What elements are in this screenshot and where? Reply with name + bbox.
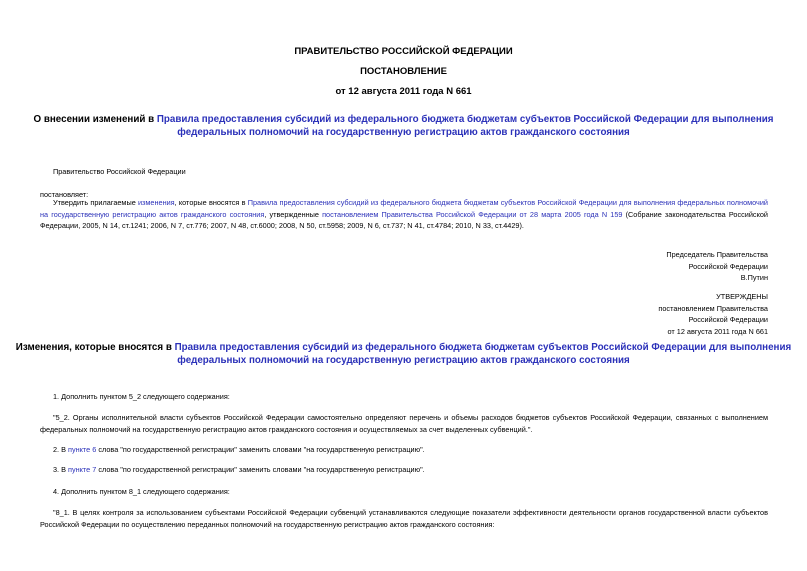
approved-line-1: УТВЕРЖДЕНЫ — [716, 292, 768, 301]
signature-line-2: Российской Федерации — [688, 261, 768, 271]
preamble-text-b: , которые вносятся в — [174, 198, 248, 207]
signature-line-1: Председатель Правительства — [666, 250, 768, 259]
point-6-link[interactable]: пункте 6 — [68, 445, 97, 454]
item-2-text-a: 2. В — [53, 445, 69, 454]
preamble-text-d: (Собрание законодательства Российской Федерации, 2005, N 14, ст.1241; 2006, N 7, ст.776; 2007, N 48, ст.6000; 2008, N 50, ст.5958; 2009, N 6, ст.737; N 41, ст.4784; 2010, N 33, ст.4429). — [40, 209, 768, 230]
rules-link-inline[interactable]: Правила предоставления субсидий из федерального бюджета бюджетам субъектов Российской Федерации для выполнения федеральных полномочий на государственную регистрацию актов гражданского состояния — [40, 198, 768, 219]
item-3-text-a: 3. В — [53, 465, 69, 474]
changes-title-prefix: Изменения, которые вносятся в — [15, 342, 175, 353]
resolution-159-link[interactable]: постановлением Правительства Российской Федерации от 28 марта 2005 года N 159 — [322, 209, 623, 219]
item-4: 4. Дополнить пунктом 8_1 следующего содержания: — [53, 487, 230, 496]
changes-rules-link[interactable]: Правила предоставления субсидий из федерального бюджета бюджетам субъектов Российской Федерации для выполнения федеральных полномочий на государственную регистрацию актов гражданского состояния — [174, 342, 792, 366]
approved-line-3: Российской Федерации — [688, 315, 768, 324]
item-2-text-b: слова "по государственной регистрации" заменить словами "на государственную регистрацию". — [96, 445, 425, 454]
signature-block — [666, 249, 768, 284]
item-1: 1. Дополнить пунктом 5_2 следующего содержания: — [53, 392, 230, 401]
item-3 — [53, 464, 425, 476]
approved-block — [658, 291, 768, 337]
government-heading: ПРАВИТЕЛЬСТВО РОССИЙСКОЙ ФЕДЕРАЦИИ — [294, 46, 513, 57]
document-date-number: от 12 августа 2011 года N 661 — [335, 86, 472, 97]
document-type: ПОСТАНОВЛЕНИЕ — [360, 66, 447, 77]
preamble-paragraph — [40, 197, 768, 232]
preamble-text-a: Утвердить прилагаемые — [53, 198, 138, 207]
document-title-prefix: О внесении изменений в — [33, 114, 157, 125]
decides-text: постановляет: — [40, 190, 89, 199]
issuer-text: Правительство Российской Федерации — [53, 167, 186, 176]
approved-line-2: постановлением Правительства — [658, 303, 768, 313]
changes-title — [0, 341, 807, 367]
document-title — [0, 113, 807, 139]
rules-link[interactable]: Правила предоставления субсидий из федерального бюджета бюджетам субъектов Российской Федерации для выполнения федеральных полномочий на государственную регистрацию актов гражданского состояния — [156, 114, 774, 138]
approved-line-4: от 12 августа 2011 года N 661 — [667, 326, 768, 336]
quote-8-1: "8_1. В целях контроля за использованием субъектами Российской Федерации субвенций устанавливаются следующие показатели эффективности деятельности органов государственной власти субъектов Российской Федерации по осуществлению переданных полномочий на государственную регистрацию актов гражданского состояния: — [40, 508, 768, 529]
point-7-link[interactable]: пункте 7 — [68, 465, 97, 474]
item-2 — [53, 444, 425, 456]
signature-line-3: В.Путин — [740, 273, 768, 282]
changes-link[interactable]: изменения — [137, 198, 175, 207]
quote-5-2: "5_2. Органы исполнительной власти субъектов Российской Федерации самостоятельно определяют перечень и объемы расходов бюджетов субъектов Российской Федерации, связанных с выполнением федеральных полномочий на государственную регистрацию актов гражданского состояния и осуществляемых за счет выделенных субвенций.". — [40, 413, 768, 434]
preamble-text-c: , утвержденные — [264, 209, 323, 219]
item-3-text-b: слова "по государственной регистрации" заменить словами "на государственную регистрацию". — [96, 465, 425, 474]
